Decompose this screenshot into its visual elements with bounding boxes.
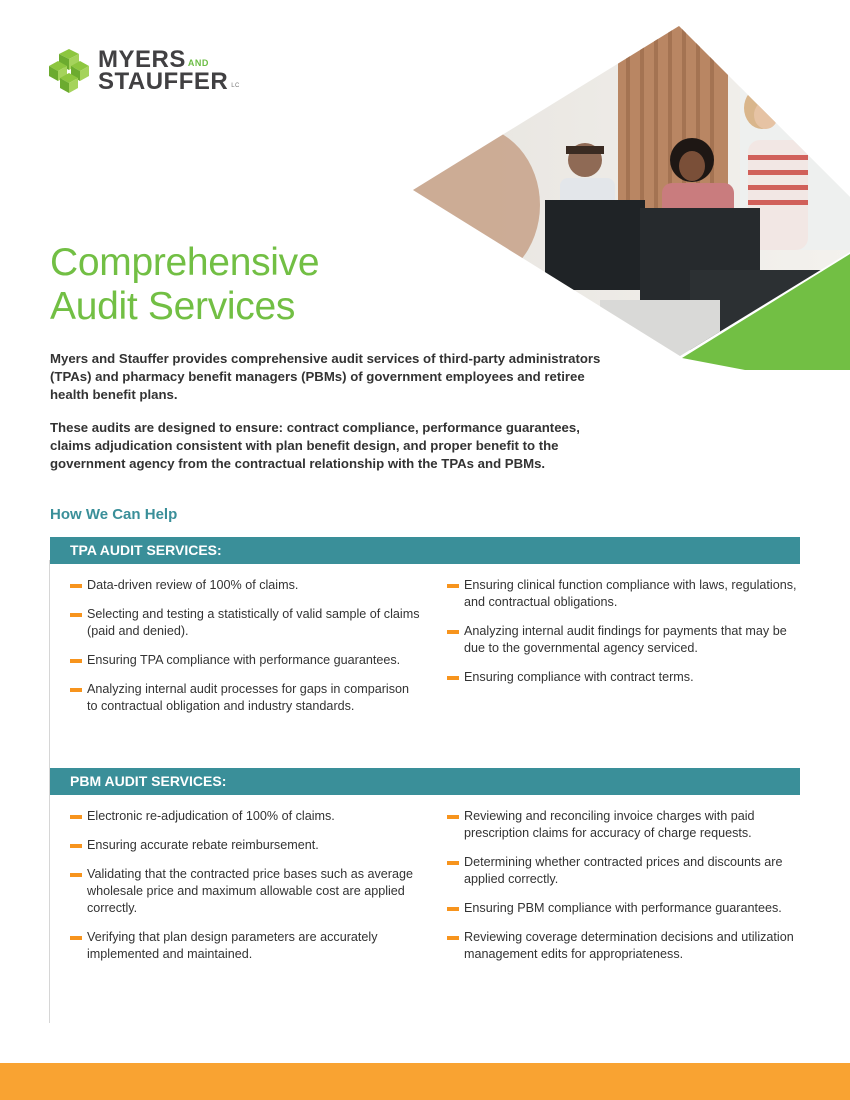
orange-dash-icon [447,676,459,680]
orange-dash-icon [447,584,459,588]
orange-dash-icon [447,815,459,819]
intro-paragraph-1: Myers and Stauffer provides comprehensive audit services of third-party administrators (TPAs) and pharmacy benefit managers (PBMs) of government employees and retiree health benefit plans. [50,351,601,402]
orange-dash-icon [447,630,459,634]
pbm-list-left [70,808,420,963]
list-item: Data-driven review of 100% of claims. [70,577,420,594]
orange-dash-icon [447,861,459,865]
tpa-list-right [447,577,797,686]
intro-paragraph-2: These audits are designed to ensure: contract compliance, performance guarantees, claims adjudication consistent with plan benefit design, and proper benefit to the government agency from the contractual relationship with the TPAs and PBMs. [50,420,580,471]
orange-dash-icon [70,584,82,588]
orange-dash-icon [70,873,82,877]
list-item: Ensuring PBM compliance with performance guarantees. [447,900,797,917]
pbm-list-right [447,808,797,963]
orange-dash-icon [447,907,459,911]
list-item: Ensuring TPA compliance with performance guarantees. [70,652,420,669]
logo-wordmark: MYERS AND STAUFFER LC [98,46,240,95]
orange-dash-icon [70,613,82,617]
list-item: Analyzing internal audit processes for gaps in comparison to contractual obligation and industry standards. [70,681,420,715]
tpa-list-left [70,577,420,715]
list-item: Reviewing coverage determination decisions and utilization management edits for appropriateness. [447,929,797,963]
list-item: Selecting and testing a statistically of valid sample of claims (paid and denied). [70,606,420,640]
footer-bar [0,1063,850,1100]
orange-dash-icon [70,659,82,663]
orange-dash-icon [70,688,82,692]
orange-dash-icon [70,844,82,848]
orange-dash-icon [447,936,459,940]
list-item: Ensuring clinical function compliance with laws, regulations, and contractual obligations. [447,577,797,611]
orange-dash-icon [70,936,82,940]
list-item: Verifying that plan design parameters are accurately implemented and maintained. [70,929,420,963]
list-item: Ensuring accurate rebate reimbursement. [70,837,420,854]
list-item: Analyzing internal audit findings for payments that may be due to the governmental agency serviced. [447,623,797,657]
list-item: Electronic re-adjudication of 100% of claims. [70,808,420,825]
how-we-can-help-heading: How We Can Help [50,506,178,523]
orange-dash-icon [70,815,82,819]
list-item: Determining whether contracted prices and discounts are applied correctly. [447,854,797,888]
page-title: Comprehensive Audit Services [50,241,320,328]
pbm-section-header: PBM AUDIT SERVICES: [50,768,800,795]
tpa-section-header: TPA AUDIT SERVICES: [50,537,800,564]
list-item: Reviewing and reconciling invoice charges with paid prescription claims for accuracy of charge requests. [447,808,797,842]
list-item: Ensuring compliance with contract terms. [447,669,797,686]
list-item: Validating that the contracted price bases such as average wholesale price and maximum allowable cost are applied correctly. [70,866,420,917]
